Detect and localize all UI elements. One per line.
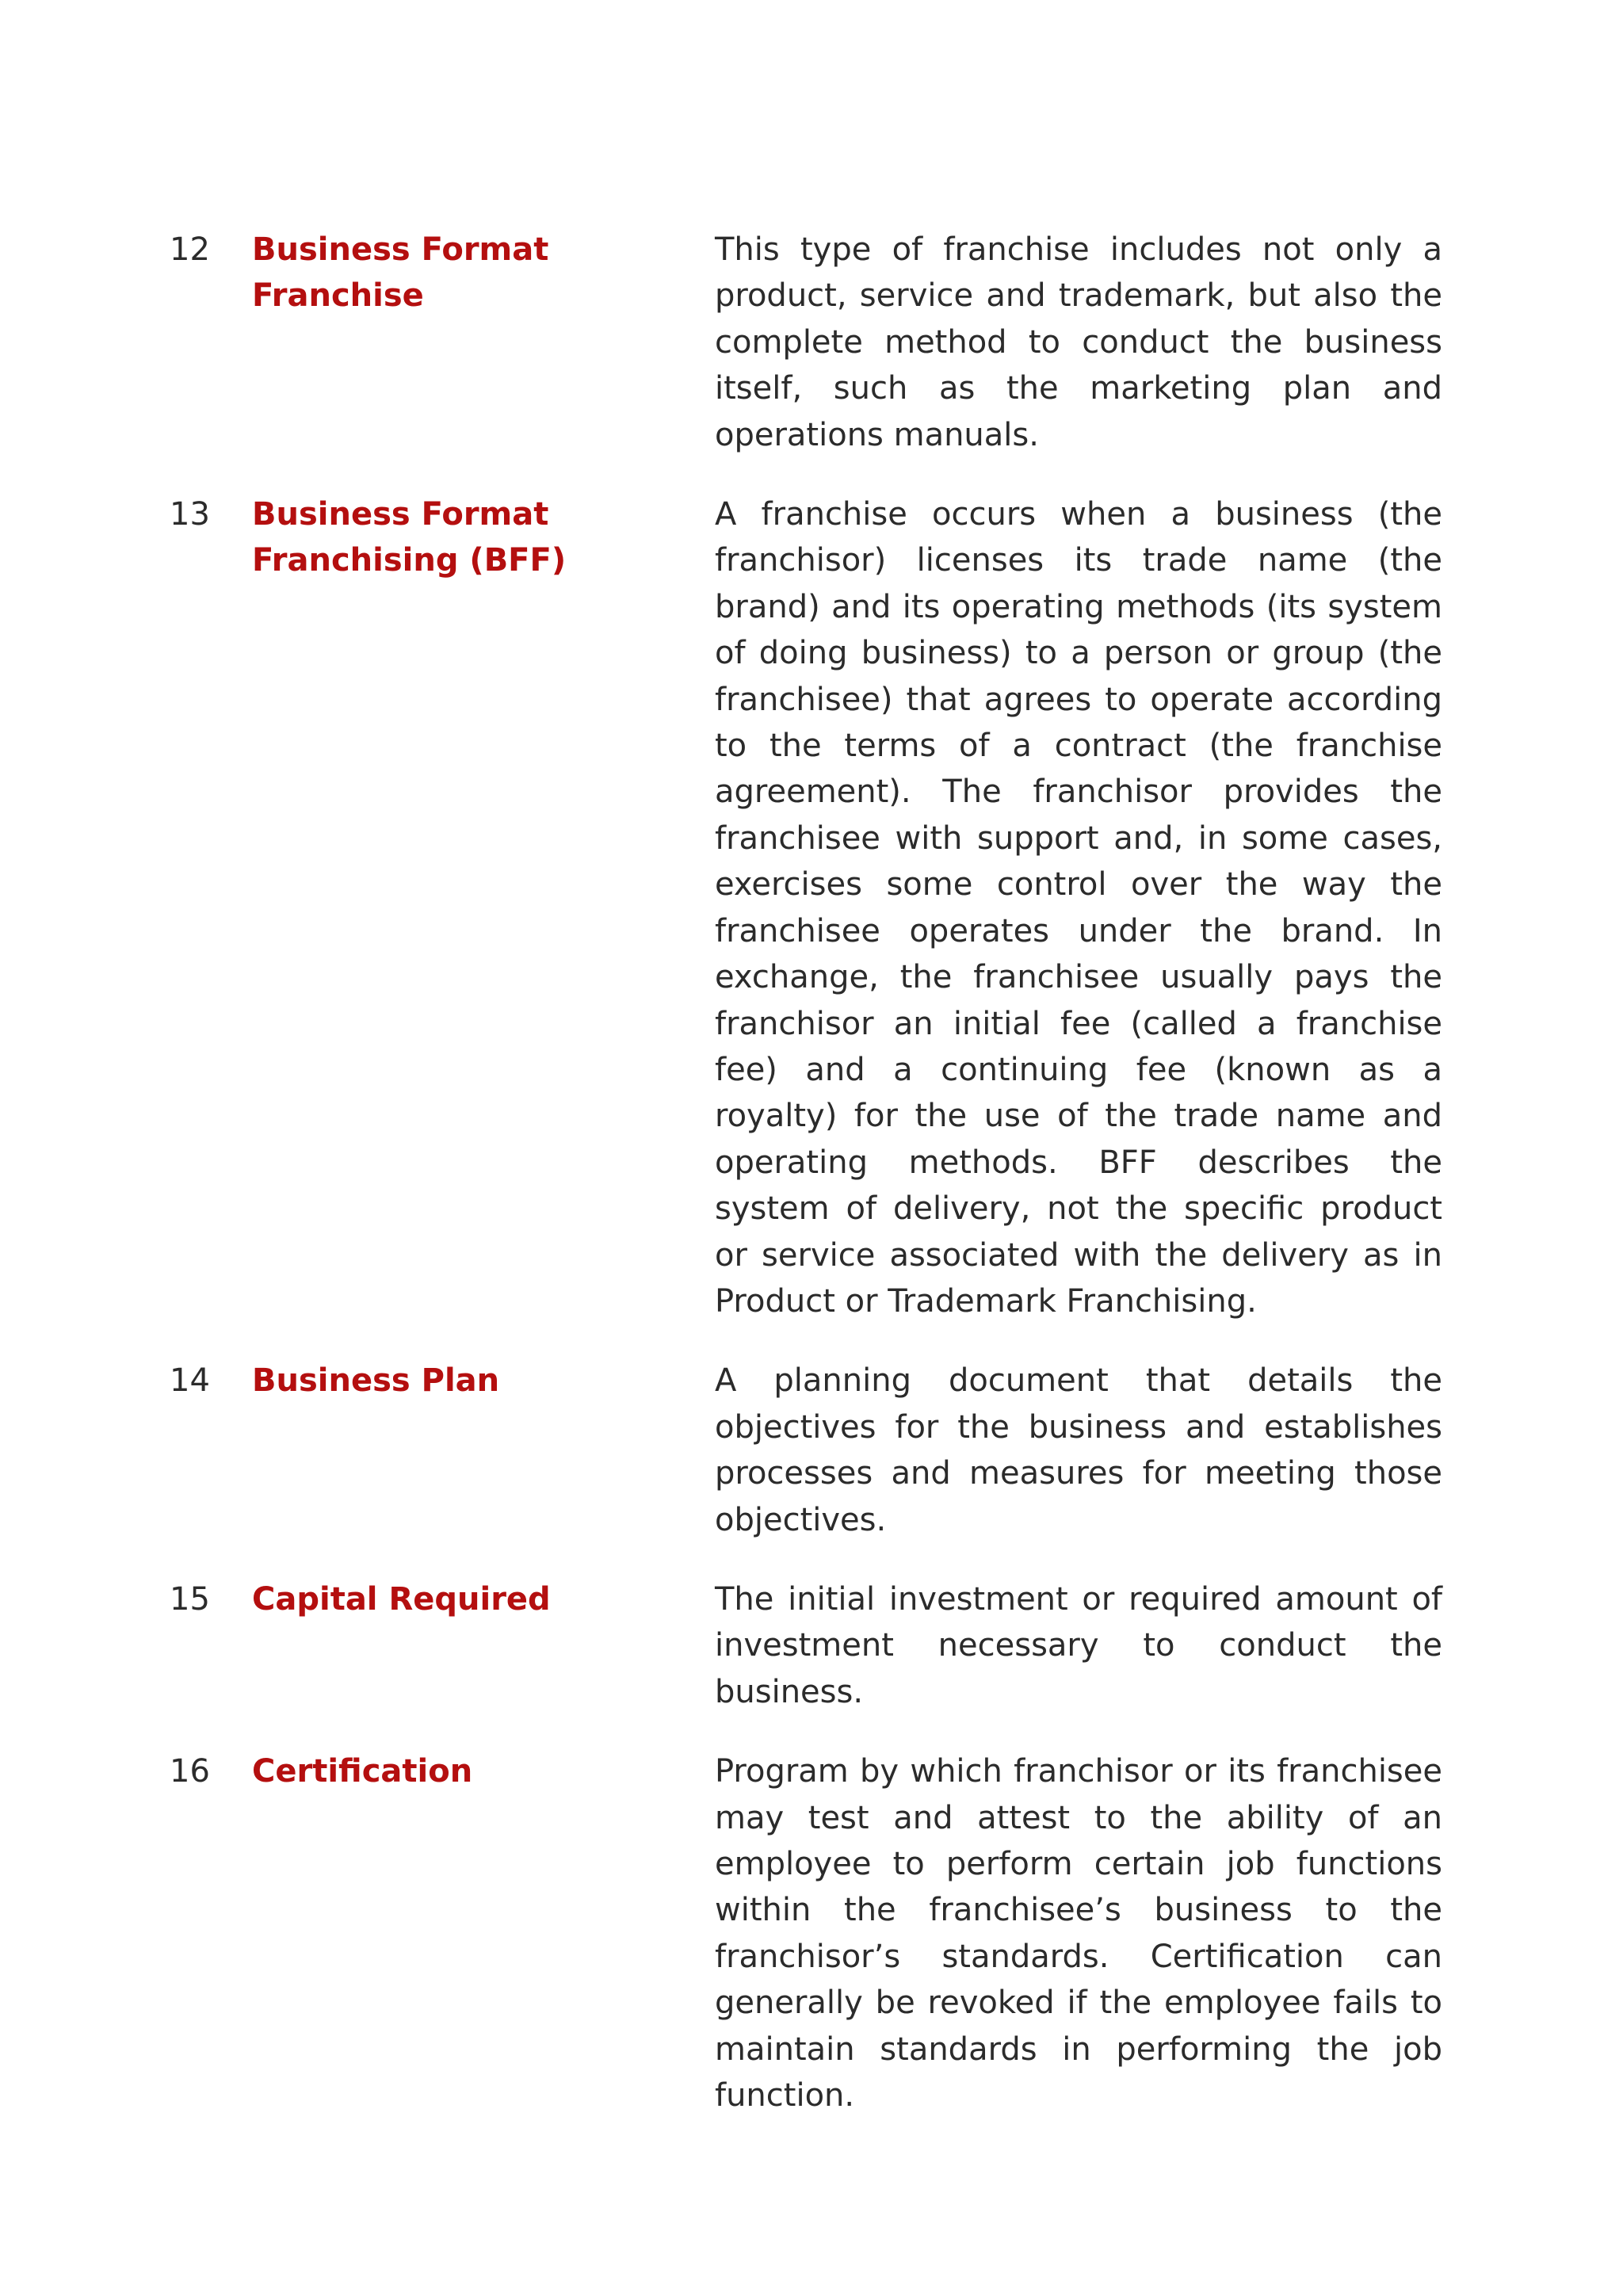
entry-definition: This type of franchise includes not only a product, service and trademark, but also the complete method to conduct the business itself, such as the marketing plan and operations manuals. bbox=[715, 231, 1442, 453]
entry-number: 14 bbox=[170, 1362, 210, 1400]
entry-number: 16 bbox=[170, 1753, 210, 1790]
entry-term-line: Capital Required bbox=[252, 1580, 551, 1618]
entry-term bbox=[252, 227, 715, 319]
entry-term bbox=[252, 1748, 715, 1794]
entry-definition: A planning document that details the objectives for the business and establishes processes and measures for meeting those objectives. bbox=[715, 1362, 1442, 1538]
entry-term-line: Certification bbox=[252, 1753, 473, 1790]
entry-term bbox=[252, 1358, 715, 1404]
glossary-entry bbox=[170, 1748, 1442, 2118]
entry-term-line: Franchising (BFF) bbox=[252, 542, 567, 579]
entry-definition: Program by which franchisor or its franchisee may test and attest to the ability of an employee to perform certain job functions within the franchisee’s business to the franchisor’s standards. Certification can generally be revoked if the employee fails to maintain standards in performing the job function. bbox=[715, 1753, 1442, 2115]
entry-term-line: Business Format bbox=[252, 496, 549, 533]
entry-term bbox=[252, 1576, 715, 1622]
entry-number: 15 bbox=[170, 1580, 210, 1618]
glossary-entry bbox=[170, 1576, 1442, 1715]
entry-term-line: Business Plan bbox=[252, 1362, 500, 1400]
entry-definition: A franchise occurs when a business (the franchisor) licenses its trade name (the brand) and its operating methods (its system of doing business) to a person or group (the franchisee) that agrees to operate according to the terms of a contract (the franchise agreement). The franchisor provides the franchisee with support and, in some cases, exercises some control over the way the franchisee operates under the brand. In exchange, the franchisee usually pays the franchisor an initial fee (called a franchise fee) and a continuing fee (known as a royalty) for the use of the trade name and operating methods. BFF describes the system of delivery, not the specific product or service associated with the delivery as in Product or Trademark Franchising. bbox=[715, 496, 1442, 1320]
glossary-list bbox=[170, 227, 1442, 2152]
entry-term bbox=[252, 491, 715, 584]
entry-term-line: Business Format Franchise bbox=[252, 231, 549, 315]
glossary-entry bbox=[170, 227, 1442, 458]
entry-number: 13 bbox=[170, 496, 210, 533]
glossary-entry bbox=[170, 491, 1442, 1324]
glossary-entry bbox=[170, 1358, 1442, 1543]
entry-number: 12 bbox=[170, 231, 210, 268]
entry-definition: The initial investment or required amount of investment necessary to conduct the business. bbox=[715, 1580, 1442, 1710]
